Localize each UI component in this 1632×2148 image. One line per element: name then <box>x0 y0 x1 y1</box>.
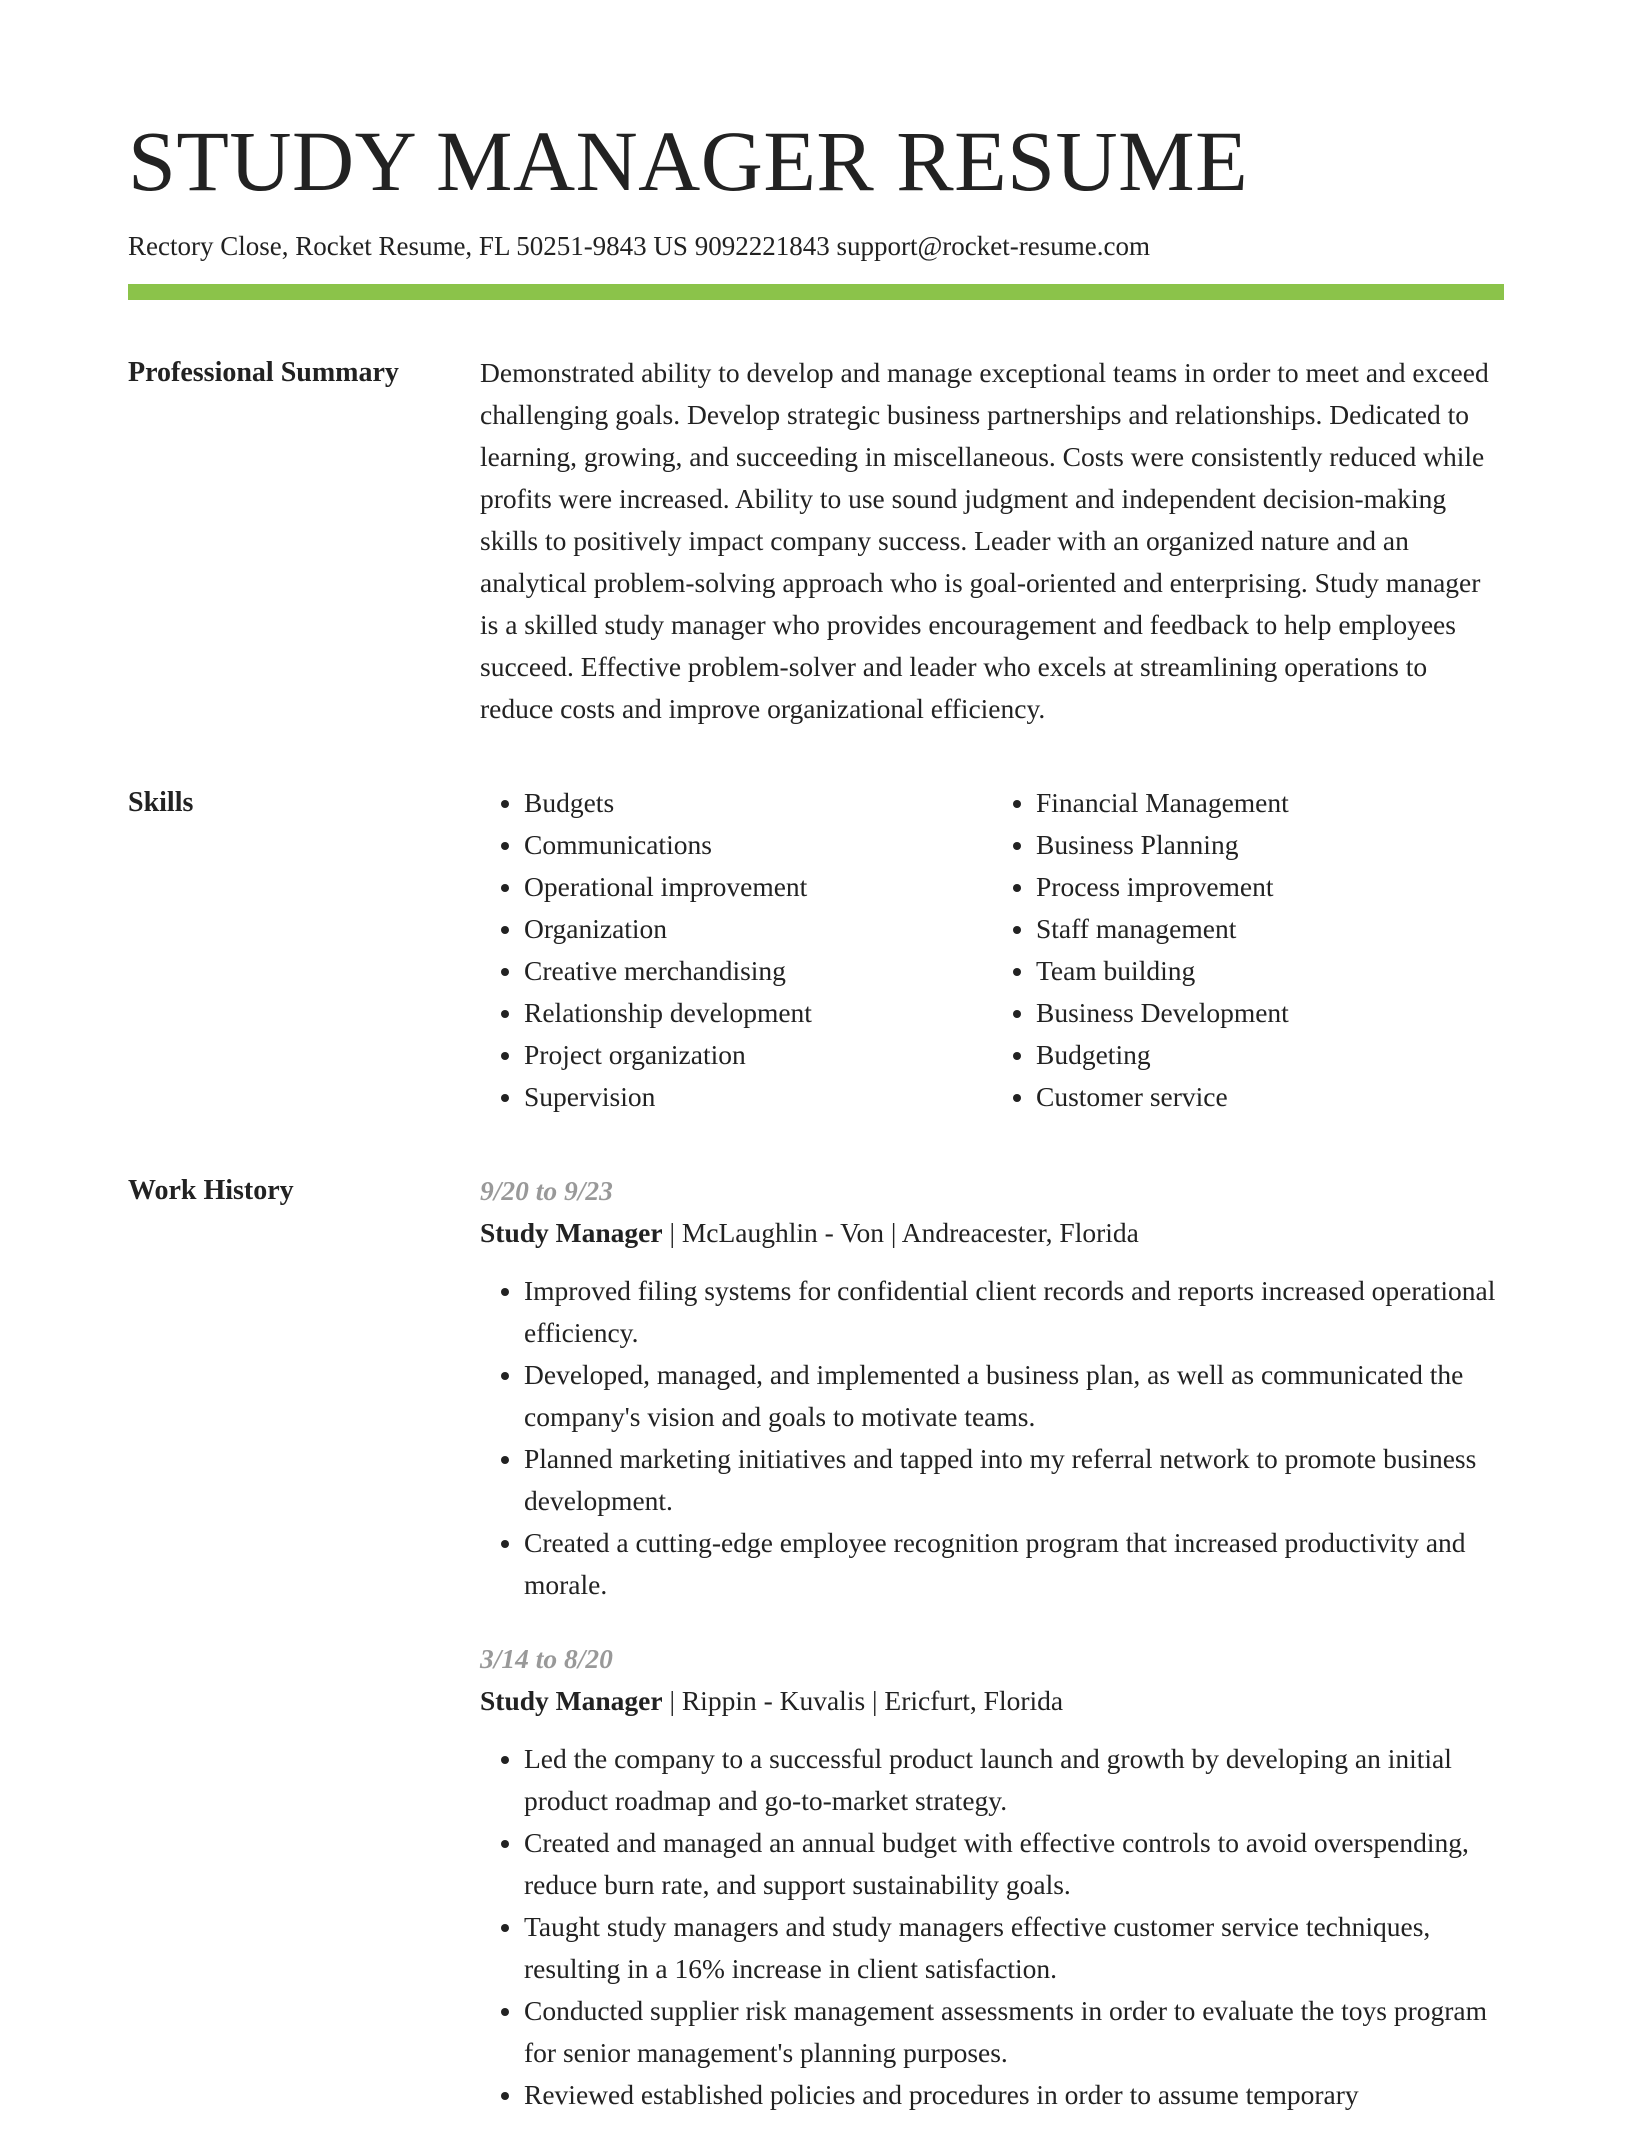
skill-item: • Budgeting <box>1036 1034 1504 1076</box>
skill-item: • Relationship development <box>524 992 992 1034</box>
skill-item: • Creative merchandising <box>524 950 992 992</box>
section-label-work-history: Work History <box>128 1175 294 1207</box>
job-bullet: • Taught study managers and study managers effective customer service techniques, resulting in a 16% increase in client satisfaction. <box>524 1906 1504 1990</box>
accent-divider <box>128 284 1504 300</box>
job-bullet: • Led the company to a successful product launch and growth by developing an initial product roadmap and go-to-market strategy. <box>524 1738 1504 1822</box>
job-bullets <box>480 1738 1504 2116</box>
skills-list-right <box>992 782 1504 1118</box>
skill-item: • Supervision <box>524 1076 992 1118</box>
summary-text: Demonstrated ability to develop and manage exceptional teams in order to meet and exceed challenging goals. Develop strategic business partnerships and relationships. Dedicated to learning, growing, and succeeding in miscellaneous. Costs were consistently reduced while profits were increased. Ability to use sound judgment and independent decision-making skills to positively impact company success. Leader with an organized nature and an analytical problem-solving approach who is goal-oriented and enterprising. Study manager is a skilled study manager who provides encouragement and feedback to help employees succeed. Effective problem-solver and leader who excels at streamlining operations to reduce costs and improve organizational efficiency. <box>480 357 1489 725</box>
job-title: Study Manager <box>480 1217 663 1249</box>
job-employer-location: | McLaughlin - Von | Andreacester, Florida <box>662 1217 1139 1249</box>
job-employer-location: | Rippin - Kuvalis | Ericfurt, Florida <box>662 1685 1064 1717</box>
skill-item: • Customer service <box>1036 1076 1504 1118</box>
job-dates: 3/14 to 8/20 <box>480 1643 613 1675</box>
skill-item: • Team building <box>1036 950 1504 992</box>
skills-section <box>128 782 1504 1118</box>
section-label-skills: Skills <box>128 787 194 819</box>
skill-item: • Process improvement <box>1036 866 1504 908</box>
skills-list-left <box>480 782 992 1118</box>
section-label-summary: Professional Summary <box>128 357 399 389</box>
job-bullet: • Created and managed an annual budget with effective controls to avoid overspending, reduce burn rate, and support sustainability goals. <box>524 1822 1504 1906</box>
skill-item: • Budgets <box>524 782 992 824</box>
job-bullet: • Created a cutting-edge employee recognition program that increased productivity and morale. <box>524 1522 1504 1606</box>
job-title-line <box>480 1212 1504 1254</box>
skill-item: • Operational improvement <box>524 866 992 908</box>
skill-item: • Organization <box>524 908 992 950</box>
skill-item: • Project organization <box>524 1034 992 1076</box>
job-entry <box>480 1170 1504 1606</box>
job-title: Study Manager <box>480 1685 663 1717</box>
contact-line: Rectory Close, Rocket Resume, FL 50251-9843 US 9092221843 support@rocket-resume.com <box>128 231 1150 261</box>
job-entry <box>480 1638 1504 2116</box>
skill-item: • Business Planning <box>1036 824 1504 866</box>
job-bullets <box>480 1270 1504 1606</box>
skill-item: • Financial Management <box>1036 782 1504 824</box>
work-history-section <box>128 1170 1504 2148</box>
job-title-line <box>480 1680 1504 1722</box>
skill-item: • Staff management <box>1036 908 1504 950</box>
summary-body <box>480 352 1504 730</box>
skills-body <box>480 782 1504 1118</box>
job-bullet: • Improved filing systems for confidential client records and reports increased operational efficiency. <box>524 1270 1504 1354</box>
skill-item: • Business Development <box>1036 992 1504 1034</box>
job-bullet: • Reviewed established policies and procedures in order to assume temporary <box>524 2074 1504 2116</box>
job-bullet: • Developed, managed, and implemented a business plan, as well as communicated the company's vision and goals to motivate teams. <box>524 1354 1504 1438</box>
resume-title: STUDY MANAGER RESUME <box>128 113 1249 209</box>
work-history-body <box>480 1170 1504 2148</box>
skill-item: • Communications <box>524 824 992 866</box>
job-bullet: • Conducted supplier risk management assessments in order to evaluate the toys program for senior management's planning purposes. <box>524 1990 1504 2074</box>
job-bullet: • Planned marketing initiatives and tapped into my referral network to promote business development. <box>524 1438 1504 1522</box>
job-dates: 9/20 to 9/23 <box>480 1175 613 1207</box>
professional-summary-section <box>128 352 1504 730</box>
